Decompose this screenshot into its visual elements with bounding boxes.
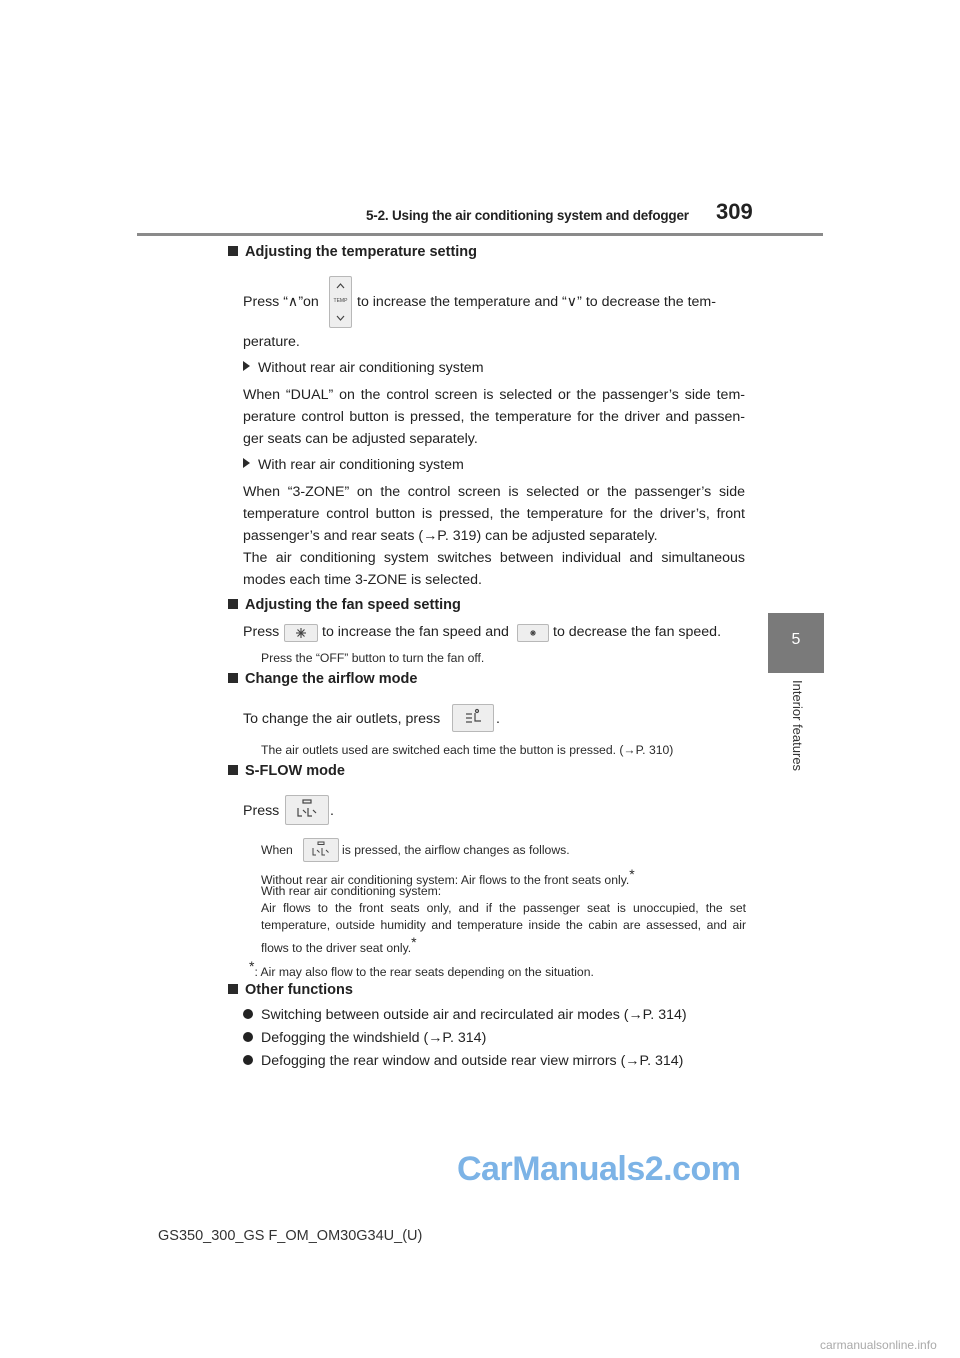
bullet-icon <box>243 1055 253 1065</box>
chevron-up-icon <box>337 284 344 288</box>
sflow-without: Without rear air conditioning system: Air flows to the front seats only.* <box>261 866 635 888</box>
fan-icon <box>285 625 317 641</box>
temperature-press-text-3: perature. <box>243 334 300 350</box>
document-code: GS350_300_GS F_OM_OM30G34U_(U) <box>158 1228 423 1244</box>
fan-mid-text: to increase the fan speed and <box>322 624 509 640</box>
sflow-when-text-2: is pressed, the airflow changes as follows. <box>342 843 570 857</box>
dual-paragraph: When “DUAL” on the control screen is selected or the passenger’s side tem- perature control button is pressed, the temperature for the driver and passen- ger seats can be adjusted separately. <box>243 387 745 447</box>
square-bullet-icon <box>228 246 238 256</box>
section-title: 5-2. Using the air conditioning system and defogger <box>366 208 689 223</box>
page-number: 309 <box>716 199 753 224</box>
without-rear-subheading: Without rear air conditioning system <box>243 357 484 379</box>
triangle-bullet-icon <box>243 361 250 371</box>
airflow-heading: Change the airflow mode <box>228 671 417 687</box>
watermark-carmanualsonline: carmanualsonline.info <box>820 1338 937 1352</box>
sflow-button-small <box>303 838 339 862</box>
fan-up-button <box>284 624 318 642</box>
chapter-label: Interior features <box>790 680 805 772</box>
chapter-number: 5 <box>791 631 801 648</box>
airflow-note: The air outlets used are switched each time the button is pressed. (→P. 310) <box>261 743 674 757</box>
temperature-press-text-2: to increase the temperature and “∨” to decrease the tem- <box>357 294 716 310</box>
airflow-text: To change the air outlets, press <box>243 711 441 727</box>
sflow-icon <box>286 796 328 824</box>
square-bullet-icon <box>228 599 238 609</box>
sflow-with-text: Air flows to the front seats only, and if the passenger seat is unoccupied, the set temperature, outside humidity and temperature inside the cabin are assessed, and air flows to the driver seat only.* <box>261 901 746 956</box>
zone-paragraph-2: The air conditioning system switches between individual and simultaneous modes each time 3-ZONE is selected. <box>243 550 745 588</box>
temperature-press-text: Press “∧”on <box>243 294 319 310</box>
sflow-when-text: When <box>261 843 293 857</box>
sflow-button <box>285 795 329 825</box>
airflow-mode-button <box>452 704 494 732</box>
square-bullet-icon <box>228 673 238 683</box>
fan-small-icon <box>518 625 548 641</box>
airflow-seat-icon <box>453 705 493 731</box>
zone-paragraph: When “3-ZONE” on the control screen is selected or the passenger’s side temperature control button is pressed, the temperature for the driver’s, front passenger’s and rear seats (→P. 319) can be adjusted separately. <box>243 484 745 544</box>
square-bullet-icon <box>228 765 238 775</box>
fan-down-button <box>517 624 549 642</box>
bullet-icon <box>243 1009 253 1019</box>
airflow-text-end: . <box>496 711 500 727</box>
sflow-press-text: Press <box>243 803 280 819</box>
temperature-heading: Adjusting the temperature setting <box>228 244 477 260</box>
temp-up-down-button <box>329 276 352 328</box>
other-heading: Other functions <box>228 982 353 998</box>
temp-button-label: TEMP <box>333 298 348 304</box>
sflow-with-label: With rear air conditioning system: <box>261 884 442 898</box>
other-item: Defogging the windshield (→P. 314) <box>243 1027 486 1049</box>
sflow-icon <box>304 839 338 861</box>
other-item: Switching between outside air and recirculated air modes (→P. 314) <box>243 1004 687 1026</box>
fan-press-text: Press <box>243 624 280 640</box>
square-bullet-icon <box>228 984 238 994</box>
bullet-icon <box>243 1032 253 1042</box>
sflow-footnote: *: Air may also flow to the rear seats depending on the situation. <box>249 958 594 980</box>
header-divider <box>137 233 823 236</box>
with-rear-subheading: With rear air conditioning system <box>243 454 464 476</box>
fan-end-text: to decrease the fan speed. <box>553 624 722 640</box>
fan-heading: Adjusting the fan speed setting <box>228 597 461 613</box>
watermark-carmanuals2: CarManuals2.com <box>457 1150 741 1188</box>
triangle-bullet-icon <box>243 458 250 468</box>
other-item: Defogging the rear window and outside rear view mirrors (→P. 314) <box>243 1050 683 1072</box>
sflow-heading: S-FLOW mode <box>228 763 345 779</box>
fan-note: Press the “OFF” button to turn the fan off. <box>261 651 485 665</box>
sflow-press-end: . <box>330 803 334 819</box>
chevron-down-icon <box>337 316 344 320</box>
